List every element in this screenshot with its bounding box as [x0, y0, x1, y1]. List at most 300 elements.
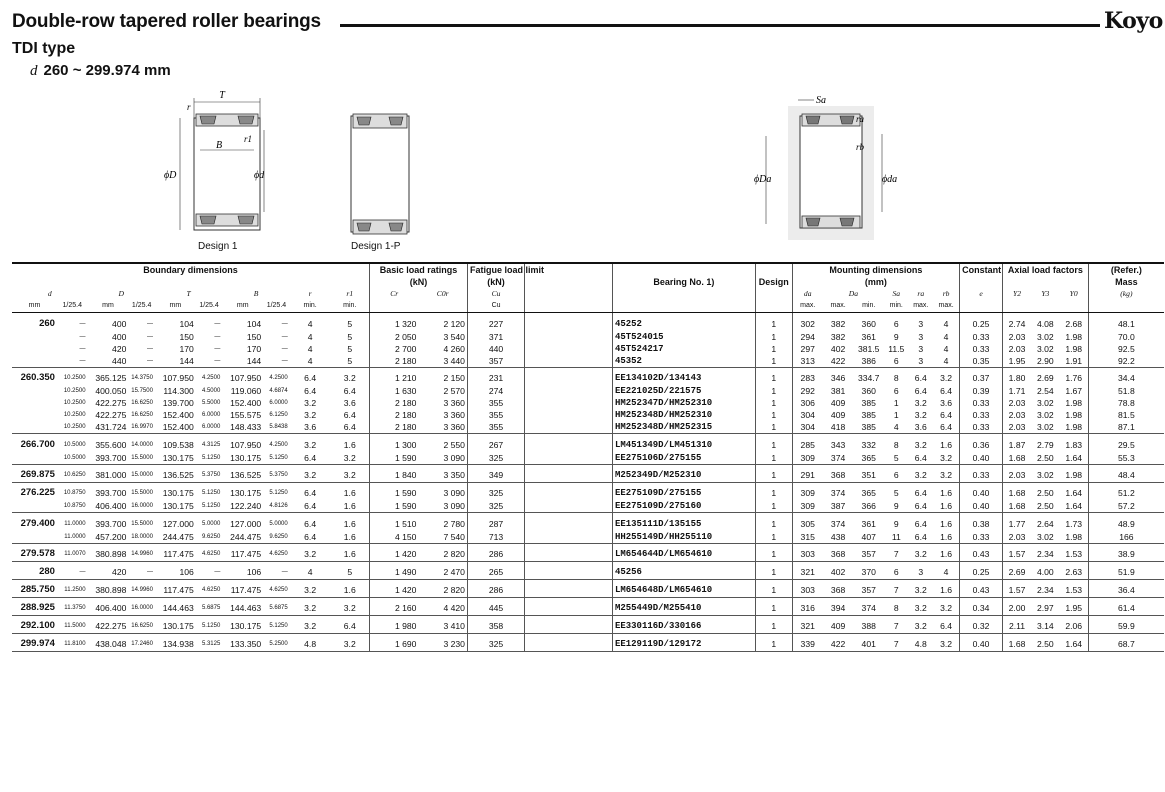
- cell-rb: 3.6: [940, 398, 953, 408]
- cell-Sa: 1: [893, 410, 899, 420]
- cell-Y2: 1.57: [1002, 543, 1031, 561]
- cell-d: [12, 500, 57, 513]
- cell-Da: 418: [823, 421, 854, 434]
- cell-B: 122.240: [222, 500, 263, 513]
- cell-m: 59.9: [1088, 615, 1164, 633]
- unit-min: min.: [331, 300, 370, 313]
- cell-Sa: 9: [884, 500, 909, 513]
- cell-Y0: 1.98: [1060, 421, 1089, 434]
- table-row: [12, 513, 1164, 531]
- cell-Sa: 8: [884, 597, 909, 615]
- cell-Y0: 1.91: [1060, 355, 1089, 368]
- cell-des: 1: [755, 421, 792, 434]
- cell-r1: 5: [347, 318, 353, 329]
- cell-Cu: 286: [467, 543, 524, 561]
- cell-B: 119.060: [230, 386, 262, 396]
- cell-da: 339: [792, 633, 823, 651]
- header-fatigue-unit: (kN): [467, 276, 524, 288]
- cell-r: 6.4: [304, 373, 317, 384]
- spacer-cell: [525, 561, 613, 579]
- cell-Ti: 4.2500: [201, 375, 221, 382]
- title-rule: [340, 24, 1100, 27]
- cell-Di: 16.0000: [128, 597, 155, 615]
- cell-m: 87.1: [1088, 421, 1164, 434]
- cell-Y0: 1.98: [1065, 410, 1083, 420]
- cell-m: 29.5: [1088, 434, 1164, 452]
- table-row: [12, 561, 1164, 579]
- cell-da: 305: [792, 513, 823, 531]
- header-boundary: Boundary dimensions: [12, 263, 369, 276]
- cell-d: [12, 452, 57, 465]
- cell-Cu: 440: [467, 343, 524, 355]
- cell-ra: 3: [918, 343, 924, 354]
- cell-des: 1: [755, 343, 792, 355]
- cell-Di: 14.9960: [128, 579, 155, 597]
- spacer-cell: [525, 615, 613, 633]
- cell-Sa: 6: [884, 355, 909, 368]
- cell-da: 309: [792, 482, 823, 500]
- cell-Ti: —: [196, 355, 223, 368]
- cell-r1: 5: [331, 561, 370, 579]
- cell-Y3: 2.50: [1031, 452, 1060, 465]
- cell-di: 10.2500: [63, 412, 86, 418]
- cell-Ti: 9.6250: [196, 531, 223, 544]
- cell-r1: 6.4: [343, 410, 356, 420]
- cell-Bi: 5.8438: [263, 421, 290, 434]
- cell-Ti: 4.5000: [201, 388, 221, 394]
- cell-T: 106: [155, 561, 196, 579]
- cell-e: 0.25: [960, 561, 1003, 579]
- cell-D: 457.200: [88, 531, 129, 544]
- table-row: [12, 464, 1164, 482]
- cell-Y3: 3.02: [1036, 331, 1054, 342]
- cell-rb: 6.4: [940, 410, 953, 420]
- cell-Da: 422: [823, 355, 854, 368]
- cell-C0r: 3 090: [443, 488, 465, 499]
- cell-Damin: 357: [853, 579, 884, 597]
- cell-Bi: 5.1250: [263, 615, 290, 633]
- cell-da: 306: [792, 397, 823, 409]
- cell-Y2: 1.77: [1002, 513, 1031, 531]
- cell-no: LM654648D/LM654610: [612, 579, 755, 597]
- cell-ra: 3.6: [909, 421, 934, 434]
- cell-da: 321: [792, 615, 823, 633]
- cell-C0r: 2 550: [443, 439, 465, 450]
- cell-Cr: 1 490: [369, 561, 418, 579]
- cell-D: 406.400: [88, 597, 129, 615]
- cell-Di: 16.6250: [128, 615, 155, 633]
- label-Sa: Sa: [816, 95, 826, 106]
- cell-ra: 3.2: [909, 543, 934, 561]
- header-load-unit: (kN): [369, 276, 467, 288]
- cell-Damin: 365: [861, 488, 876, 499]
- cell-no: EE330116D/330166: [612, 615, 755, 633]
- cell-rb: 4: [943, 318, 949, 329]
- cell-C0r: 2 150: [443, 373, 465, 384]
- cell-r1: 6.4: [343, 386, 356, 396]
- cell-Y3: 4.00: [1031, 561, 1060, 579]
- cell-B: 107.950: [230, 373, 262, 384]
- cell-Y3: 2.64: [1036, 518, 1054, 529]
- cell-da: 303: [792, 579, 823, 597]
- cell-Bi: 5.6875: [263, 597, 290, 615]
- cell-C0r: 3 440: [418, 355, 467, 368]
- spacer-cell: [525, 434, 613, 452]
- cell-no: 45352: [612, 355, 755, 368]
- cell-ra: 6.4: [909, 452, 934, 465]
- unit-inch: 1/25.4: [263, 300, 290, 313]
- cell-m: 36.4: [1088, 579, 1164, 597]
- cell-ra: 3: [909, 355, 934, 368]
- cell-Sa: 6: [884, 464, 909, 482]
- cell-no: 45252: [612, 313, 755, 331]
- cell-da: 302: [792, 313, 823, 331]
- cell-T: 144: [155, 355, 196, 368]
- cell-D: 400.050: [95, 386, 127, 396]
- cell-Y3: 2.50: [1031, 500, 1060, 513]
- cell-Cr: 2 180: [369, 421, 418, 434]
- label-phiDa: ϕDa: [754, 174, 772, 185]
- cell-ra: 3.2: [909, 579, 934, 597]
- cell-des: 1: [755, 397, 792, 409]
- cell-e: 0.43: [960, 579, 1003, 597]
- cell-m: 48.9: [1088, 513, 1164, 531]
- cell-Y3: 3.02: [1036, 410, 1054, 420]
- cell-di: —: [79, 345, 86, 352]
- cell-rb: 3.2: [940, 373, 953, 384]
- cell-T: 107.950: [162, 373, 194, 384]
- cell-m: 48.4: [1088, 464, 1164, 482]
- cell-da: 294: [792, 331, 823, 343]
- cell-m: 51.9: [1088, 561, 1164, 579]
- cell-e: 0.33: [960, 464, 1003, 482]
- cell-di: 10.6250: [57, 464, 88, 482]
- cell-r1: 1.6: [331, 500, 370, 513]
- cell-des: 1: [755, 543, 792, 561]
- cell-rb: 1.6: [933, 543, 960, 561]
- col-C0r: C0r: [436, 289, 449, 298]
- cell-Cu: 355: [467, 421, 524, 434]
- cell-Damin: 370: [853, 561, 884, 579]
- cell-e: 0.40: [960, 482, 1003, 500]
- cell-B: 244.475: [222, 531, 263, 544]
- label-T: T: [219, 90, 225, 101]
- cell-D: 422.275: [95, 410, 127, 420]
- cell-Cu: 357: [467, 355, 524, 368]
- unit-max: max.: [823, 300, 854, 313]
- cell-ra: 3.2: [914, 398, 927, 408]
- cell-Damin: 361: [861, 331, 876, 342]
- cell-T: 127.000: [162, 518, 194, 529]
- cell-T: 114.300: [163, 386, 194, 396]
- cell-da: 291: [792, 464, 823, 482]
- cell-e: 0.35: [960, 355, 1003, 368]
- cell-ra: 3.2: [909, 464, 934, 482]
- cell-B: 148.433: [222, 421, 263, 434]
- cell-Cr: 1 630: [369, 385, 418, 397]
- spacer-cell: [525, 385, 613, 397]
- cell-B: 130.175: [222, 452, 263, 465]
- header-axial: Axial load factors: [1002, 263, 1088, 276]
- cell-Da: 368: [823, 464, 854, 482]
- cell-Y2: 2.69: [1002, 561, 1031, 579]
- cell-rb: 6.4: [940, 386, 953, 396]
- cell-Bi: —: [263, 561, 290, 579]
- cell-Da: 374: [823, 452, 854, 465]
- cell-ra: 3: [909, 561, 934, 579]
- cell-Y0: 2.68: [1065, 318, 1083, 329]
- cell-di: 11.0070: [57, 543, 88, 561]
- cell-d: 269.875: [12, 464, 57, 482]
- cell-Cu: 231: [467, 367, 524, 385]
- cell-ra: 3.2: [914, 410, 927, 420]
- cell-Y0: 1.64: [1060, 633, 1089, 651]
- cell-da: 321: [792, 561, 823, 579]
- unit-mm: mm: [12, 300, 57, 313]
- cell-e: 0.33: [960, 531, 1003, 544]
- cell-Bi: 5.3750: [263, 464, 290, 482]
- cell-Damin: 361: [861, 518, 876, 529]
- cell-e: 0.33: [960, 421, 1003, 434]
- cell-B: 107.950: [230, 439, 262, 450]
- cell-r: 4: [307, 331, 313, 342]
- header-constant: Constant: [960, 263, 1003, 276]
- cell-T: 152.400: [162, 410, 194, 420]
- cell-ra: 6.4: [909, 500, 934, 513]
- cell-Sa: 8: [893, 373, 899, 384]
- cell-Cr: 1 690: [369, 633, 418, 651]
- cell-D: 365.125: [95, 373, 127, 384]
- col-da: da: [792, 288, 823, 300]
- cell-rb: 3.2: [933, 464, 960, 482]
- cell-r: 3.2: [290, 615, 331, 633]
- cell-ra: 6.4: [914, 518, 927, 529]
- header-fatigue: Fatigue load limit: [467, 263, 524, 276]
- label-phid: ϕd: [254, 170, 265, 181]
- cell-d: [12, 531, 57, 544]
- cell-Di: 16.6250: [131, 400, 153, 406]
- cell-Y0: 1.98: [1065, 343, 1083, 354]
- cell-r: 6.4: [290, 531, 331, 544]
- cell-Y2: 1.95: [1002, 355, 1031, 368]
- cell-rb: 1.6: [940, 488, 953, 499]
- col-Y3: Y3: [1041, 289, 1050, 298]
- cell-Sa: 6: [884, 561, 909, 579]
- cell-di: 11.0000: [64, 520, 86, 527]
- col-r: r: [308, 289, 312, 298]
- header-design: [755, 263, 792, 276]
- cell-C0r: 2 470: [418, 561, 467, 579]
- bore-range: [30, 62, 171, 80]
- cell-d: [12, 331, 57, 343]
- col-ra: ra: [917, 289, 925, 298]
- cell-rb: 1.6: [940, 439, 953, 450]
- cell-Ti: 6.0000: [201, 412, 221, 418]
- cell-Di: 15.5000: [128, 452, 155, 465]
- cell-da: 283: [792, 367, 823, 385]
- cell-d: 280: [12, 561, 57, 579]
- cell-d: 285.750: [12, 579, 57, 597]
- cell-no: 45T524217: [612, 343, 755, 355]
- cell-C0r: 3 540: [443, 331, 465, 342]
- table-row: [12, 579, 1164, 597]
- table-row: [12, 343, 1164, 355]
- cell-Cu: 274: [467, 385, 524, 397]
- cell-Y3: 2.69: [1036, 373, 1054, 384]
- cell-C0r: 7 540: [418, 531, 467, 544]
- cell-B: 170: [246, 343, 262, 354]
- cell-da: 304: [792, 421, 823, 434]
- cell-Bi: —: [281, 333, 288, 340]
- cell-ra: 4.8: [909, 633, 934, 651]
- cell-des: 1: [755, 633, 792, 651]
- cell-e: 0.32: [960, 615, 1003, 633]
- cell-B: 150: [246, 331, 262, 342]
- bore-range-text: 260 ~ 299.974 mm: [43, 62, 171, 79]
- cell-Da: 374: [830, 518, 846, 529]
- cell-r1: 5: [347, 331, 353, 342]
- cell-des: 1: [755, 579, 792, 597]
- cell-ra: 6.4: [914, 373, 927, 384]
- cell-ra: 6.4: [914, 386, 927, 396]
- cell-d: 260: [39, 317, 55, 329]
- cell-Cu: 287: [467, 513, 524, 531]
- cell-Di: —: [146, 345, 153, 352]
- cell-rb: 1.6: [933, 531, 960, 544]
- cell-Cr: 1 510: [369, 513, 418, 531]
- cell-C0r: 4 420: [418, 597, 467, 615]
- cell-T: 244.475: [155, 531, 196, 544]
- cell-Damin: 385: [861, 410, 876, 420]
- cell-Y2: 1.68: [1002, 482, 1031, 500]
- cell-C0r: 2 120: [443, 318, 465, 329]
- cell-di: 11.2500: [57, 579, 88, 597]
- cell-Damin: 388: [853, 615, 884, 633]
- cell-Y0: 1.76: [1065, 373, 1083, 384]
- cell-Y2: 1.68: [1002, 633, 1031, 651]
- cell-Ti: 5.6875: [196, 597, 223, 615]
- table-row: [12, 531, 1164, 544]
- cell-Y0: 1.95: [1060, 597, 1089, 615]
- cell-Y0: 1.53: [1060, 543, 1089, 561]
- cell-T: 150: [179, 331, 194, 342]
- cell-m: 92.2: [1088, 355, 1164, 368]
- cell-D: 380.898: [88, 543, 129, 561]
- cell-r1: 3.6: [343, 398, 356, 408]
- cell-rb: 6.4: [933, 615, 960, 633]
- cell-r1: 6.4: [331, 615, 370, 633]
- cell-Damin: 407: [853, 531, 884, 544]
- cell-d: [12, 397, 57, 409]
- cell-T: 130.175: [162, 488, 194, 499]
- cell-D: 393.700: [88, 452, 129, 465]
- cell-Di: 15.5000: [131, 520, 153, 527]
- cell-d: [12, 385, 57, 397]
- cell-Damin: 386: [853, 355, 884, 368]
- cell-Ti: —: [214, 345, 221, 352]
- cell-Bi: 4.2500: [269, 375, 288, 382]
- cell-di: —: [57, 561, 88, 579]
- cell-Cr: 1 420: [369, 579, 418, 597]
- cell-Cr: 1 590: [369, 500, 418, 513]
- cell-di: —: [79, 333, 86, 340]
- cell-r: 3.2: [290, 543, 331, 561]
- cell-ra: 3.2: [909, 597, 934, 615]
- cell-e: 0.33: [960, 397, 1003, 409]
- cell-d: 288.925: [12, 597, 57, 615]
- spacer-cell: [525, 513, 613, 531]
- cell-m: 166: [1088, 531, 1164, 544]
- cell-B: 144: [222, 355, 263, 368]
- header-load-ratings: Basic load ratings: [369, 263, 467, 276]
- cell-T: 152.400: [155, 421, 196, 434]
- cell-T: 136.525: [155, 464, 196, 482]
- cell-Cu: 265: [467, 561, 524, 579]
- cell-Sa: 6: [893, 318, 899, 329]
- cell-no: EE275106D/275155: [612, 452, 755, 465]
- cell-Da: 409: [830, 410, 846, 420]
- cell-Sa: 9: [893, 518, 899, 529]
- cell-di: 10.2500: [57, 421, 88, 434]
- spacer-cell: [525, 633, 613, 651]
- cell-d: [12, 343, 57, 355]
- cell-Di: 15.7500: [131, 388, 153, 394]
- cell-Bi: 9.6250: [263, 531, 290, 544]
- cell-D: 438.048: [88, 633, 129, 651]
- cell-no: LM654644D/LM654610: [612, 543, 755, 561]
- cell-Cu: 227: [467, 313, 524, 331]
- cell-des: 1: [755, 385, 792, 397]
- cell-Sa: 6: [893, 386, 899, 396]
- cell-Damin: 401: [853, 633, 884, 651]
- cell-r: 3.2: [304, 410, 317, 420]
- col-D: D: [118, 289, 124, 298]
- cell-r1: 3.2: [343, 373, 356, 384]
- cell-B: 152.400: [230, 398, 262, 408]
- cell-e: 0.34: [960, 597, 1003, 615]
- cell-Y3: 2.79: [1036, 439, 1054, 450]
- col-Sa: Sa: [892, 289, 901, 298]
- cell-T: 117.475: [155, 579, 196, 597]
- cell-C0r: 3 230: [418, 633, 467, 651]
- cell-T: 144.463: [155, 597, 196, 615]
- cell-T: 130.175: [155, 452, 196, 465]
- cell-r1: 1.6: [343, 518, 356, 529]
- cell-da: 304: [792, 409, 823, 421]
- cell-Da: 394: [823, 597, 854, 615]
- cell-Di: 16.9970: [128, 421, 155, 434]
- spacer-cell: [525, 397, 613, 409]
- col-Y2: Y2: [1002, 288, 1031, 300]
- spacer-cell: [525, 482, 613, 500]
- col-T: T: [186, 289, 191, 298]
- cell-Da: 438: [823, 531, 854, 544]
- cell-Y3: 3.02: [1036, 398, 1054, 408]
- cell-Y3: 4.08: [1036, 318, 1054, 329]
- cell-da: 285: [792, 434, 823, 452]
- cell-m: 51.2: [1088, 482, 1164, 500]
- cell-no: EE221025D/221575: [612, 385, 755, 397]
- cell-r: 3.2: [304, 398, 317, 408]
- cell-di: 10.2500: [63, 375, 86, 382]
- brand-logo: Koyo: [1104, 8, 1163, 34]
- cell-Cu: 355: [467, 397, 524, 409]
- cell-T: 139.700: [162, 398, 194, 408]
- table-row: [12, 397, 1164, 409]
- cell-Y3: 2.90: [1031, 355, 1060, 368]
- cell-Cu: 358: [467, 615, 524, 633]
- cell-Y0: 1.98: [1065, 331, 1083, 342]
